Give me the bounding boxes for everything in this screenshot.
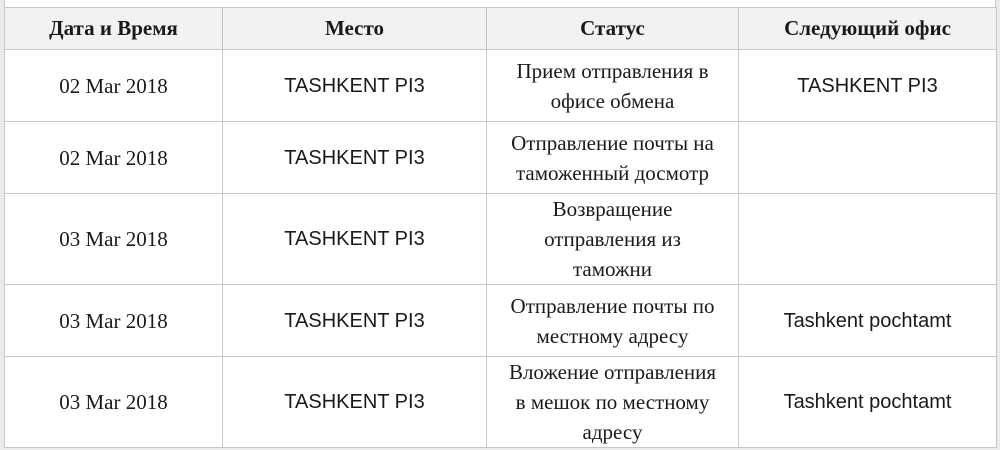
cell-place: TASHKENT PI3	[223, 194, 487, 285]
cell-place: TASHKENT PI3	[223, 122, 487, 194]
cell-place: TASHKENT PI3	[223, 50, 487, 122]
table-row	[5, 122, 997, 194]
cell-date: 02 Mar 2018	[5, 50, 223, 122]
table-header-row	[5, 8, 997, 50]
cell-place: TASHKENT PI3	[223, 357, 487, 448]
cell-status: Отправление почты на таможенный досмотр	[487, 122, 739, 194]
table-row	[5, 50, 997, 122]
cell-date: 03 Mar 2018	[5, 194, 223, 285]
table-row	[5, 194, 997, 285]
header-next-office: Следующий офис	[739, 8, 997, 50]
cell-next-office: Tashkent pochtamt	[739, 357, 997, 448]
cell-date: 03 Mar 2018	[5, 285, 223, 357]
table-row	[5, 357, 997, 448]
cell-status: Вложение отправления в мешок по местному адресу	[487, 357, 739, 448]
cell-next-office	[739, 194, 997, 285]
cell-status: Отправление почты по местному адресу	[487, 285, 739, 357]
cell-status: Прием отправления в офисе обмена	[487, 50, 739, 122]
cell-date: 03 Mar 2018	[5, 357, 223, 448]
header-status: Статус	[487, 8, 739, 50]
cell-status: Возвращение отправления из таможни	[487, 194, 739, 285]
table-row	[5, 285, 997, 357]
cell-date: 02 Mar 2018	[5, 122, 223, 194]
header-place: Место	[223, 8, 487, 50]
cell-place: TASHKENT PI3	[223, 285, 487, 357]
cell-next-office: TASHKENT PI3	[739, 50, 997, 122]
header-date-time: Дата и Время	[5, 8, 223, 50]
tracking-table	[4, 7, 997, 448]
cell-next-office	[739, 122, 997, 194]
cell-next-office: Tashkent pochtamt	[739, 285, 997, 357]
